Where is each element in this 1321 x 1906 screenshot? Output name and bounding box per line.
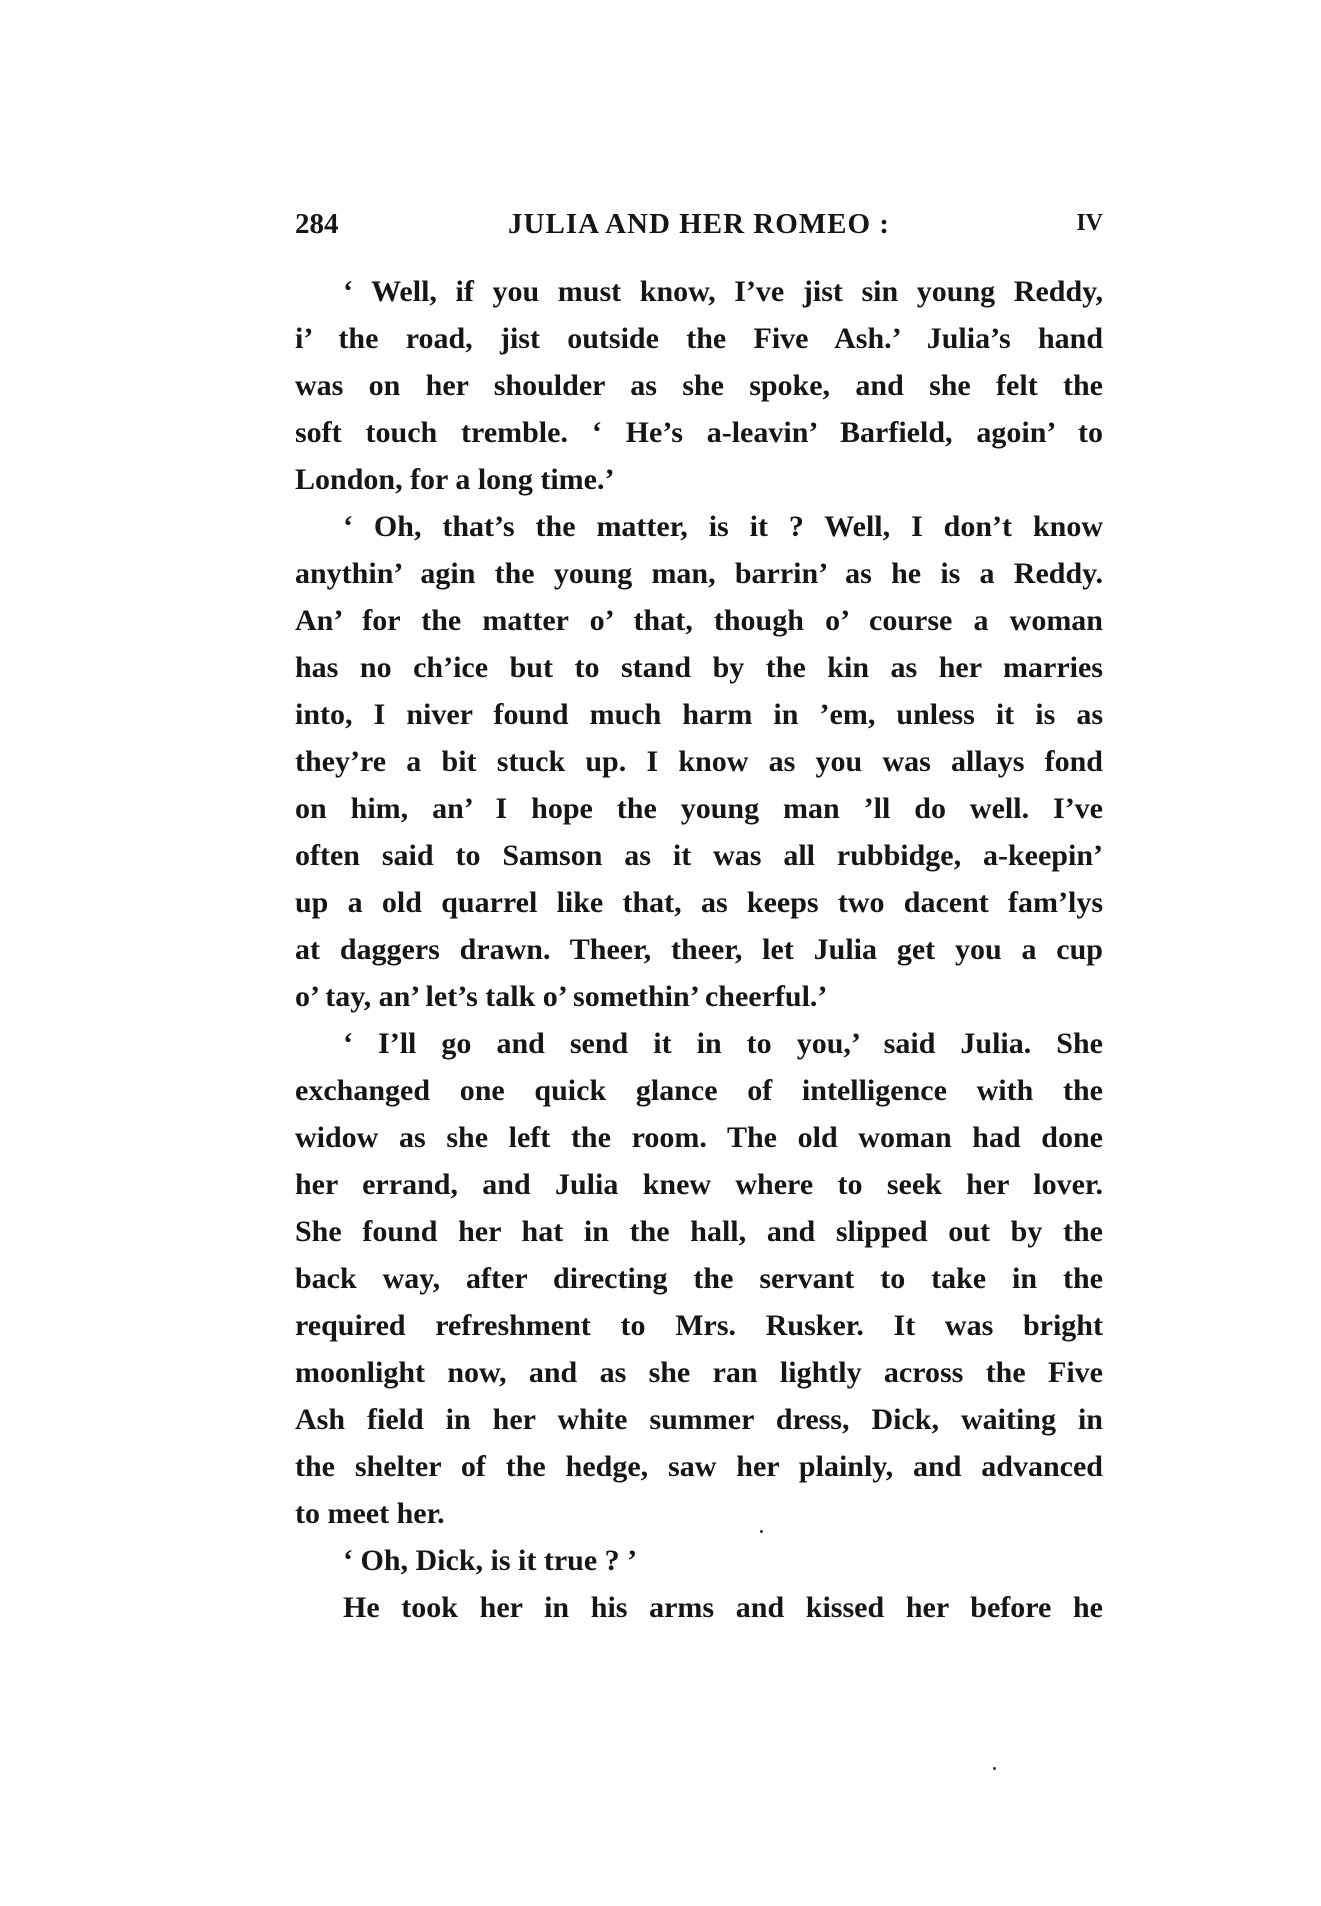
text-line: He took her in his arms and kissed her before he — [343, 1591, 1103, 1624]
text-line: on him, an’ I hope the young man ’ll do well. I’ve — [295, 792, 1103, 825]
text-line: to meet her. — [295, 1497, 445, 1530]
text-line: widow as she left the room. The old woman had done — [295, 1121, 1103, 1154]
text-line: has no ch’ice but to stand by the kin as her marries — [295, 651, 1103, 684]
text-line: her errand, and Julia knew where to seek her lover. — [295, 1168, 1103, 1201]
text-line: up a old quarrel like that, as keeps two dacent fam’lys — [295, 886, 1103, 919]
text-line: ‘ Oh, Dick, is it true ? ’ — [343, 1544, 638, 1577]
text-line: was on her shoulder as she spoke, and she felt the — [295, 369, 1103, 402]
print-speck — [760, 1530, 763, 1533]
body-text — [295, 268, 1103, 1631]
text-line: ‘ Oh, that’s the matter, is it ? Well, I don’t know — [343, 510, 1103, 543]
text-line: at daggers drawn. Theer, theer, let Julia get you a cup — [295, 933, 1103, 966]
text-line: the shelter of the hedge, saw her plainly, and advanced — [295, 1450, 1103, 1483]
text-line: Ash field in her white summer dress, Dick, waiting in — [295, 1403, 1103, 1436]
text-line: they’re a bit stuck up. I know as you was allays fond — [295, 745, 1103, 778]
text-line: i’ the road, jist outside the Five Ash.’ Julia’s hand — [295, 322, 1103, 355]
text-line: ‘ Well, if you must know, I’ve jist sin young Reddy, — [343, 275, 1103, 308]
print-speck — [993, 1767, 996, 1770]
running-head — [295, 208, 1103, 244]
text-line: into, I niver found much harm in ’em, unless it is as — [295, 698, 1103, 731]
text-line: exchanged one quick glance of intelligence with the — [295, 1074, 1103, 1107]
text-line: o’ tay, an’ let’s talk o’ somethin’ cheerful.’ — [295, 980, 828, 1013]
text-line: ‘ I’ll go and send it in to you,’ said Julia. She — [343, 1027, 1103, 1060]
text-line: anythin’ agin the young man, barrin’ as he is a Reddy. — [295, 557, 1103, 590]
text-line: London, for a long time.’ — [295, 463, 615, 496]
text-line: back way, after directing the servant to take in the — [295, 1262, 1103, 1295]
chapter-number: IV — [1076, 210, 1103, 236]
running-title: JULIA AND HER ROMEO : — [508, 208, 890, 240]
page-number: 284 — [295, 208, 339, 240]
text-line: required refreshment to Mrs. Rusker. It was bright — [295, 1309, 1103, 1342]
text-line: often said to Samson as it was all rubbidge, a-keepin’ — [295, 839, 1103, 872]
text-line: An’ for the matter o’ that, though o’ course a woman — [295, 604, 1103, 637]
text-line: She found her hat in the hall, and slipped out by the — [295, 1215, 1103, 1248]
text-line: moonlight now, and as she ran lightly across the Five — [295, 1356, 1103, 1389]
text-line: soft touch tremble. ‘ He’s a-leavin’ Barfield, agoin’ to — [295, 416, 1103, 449]
